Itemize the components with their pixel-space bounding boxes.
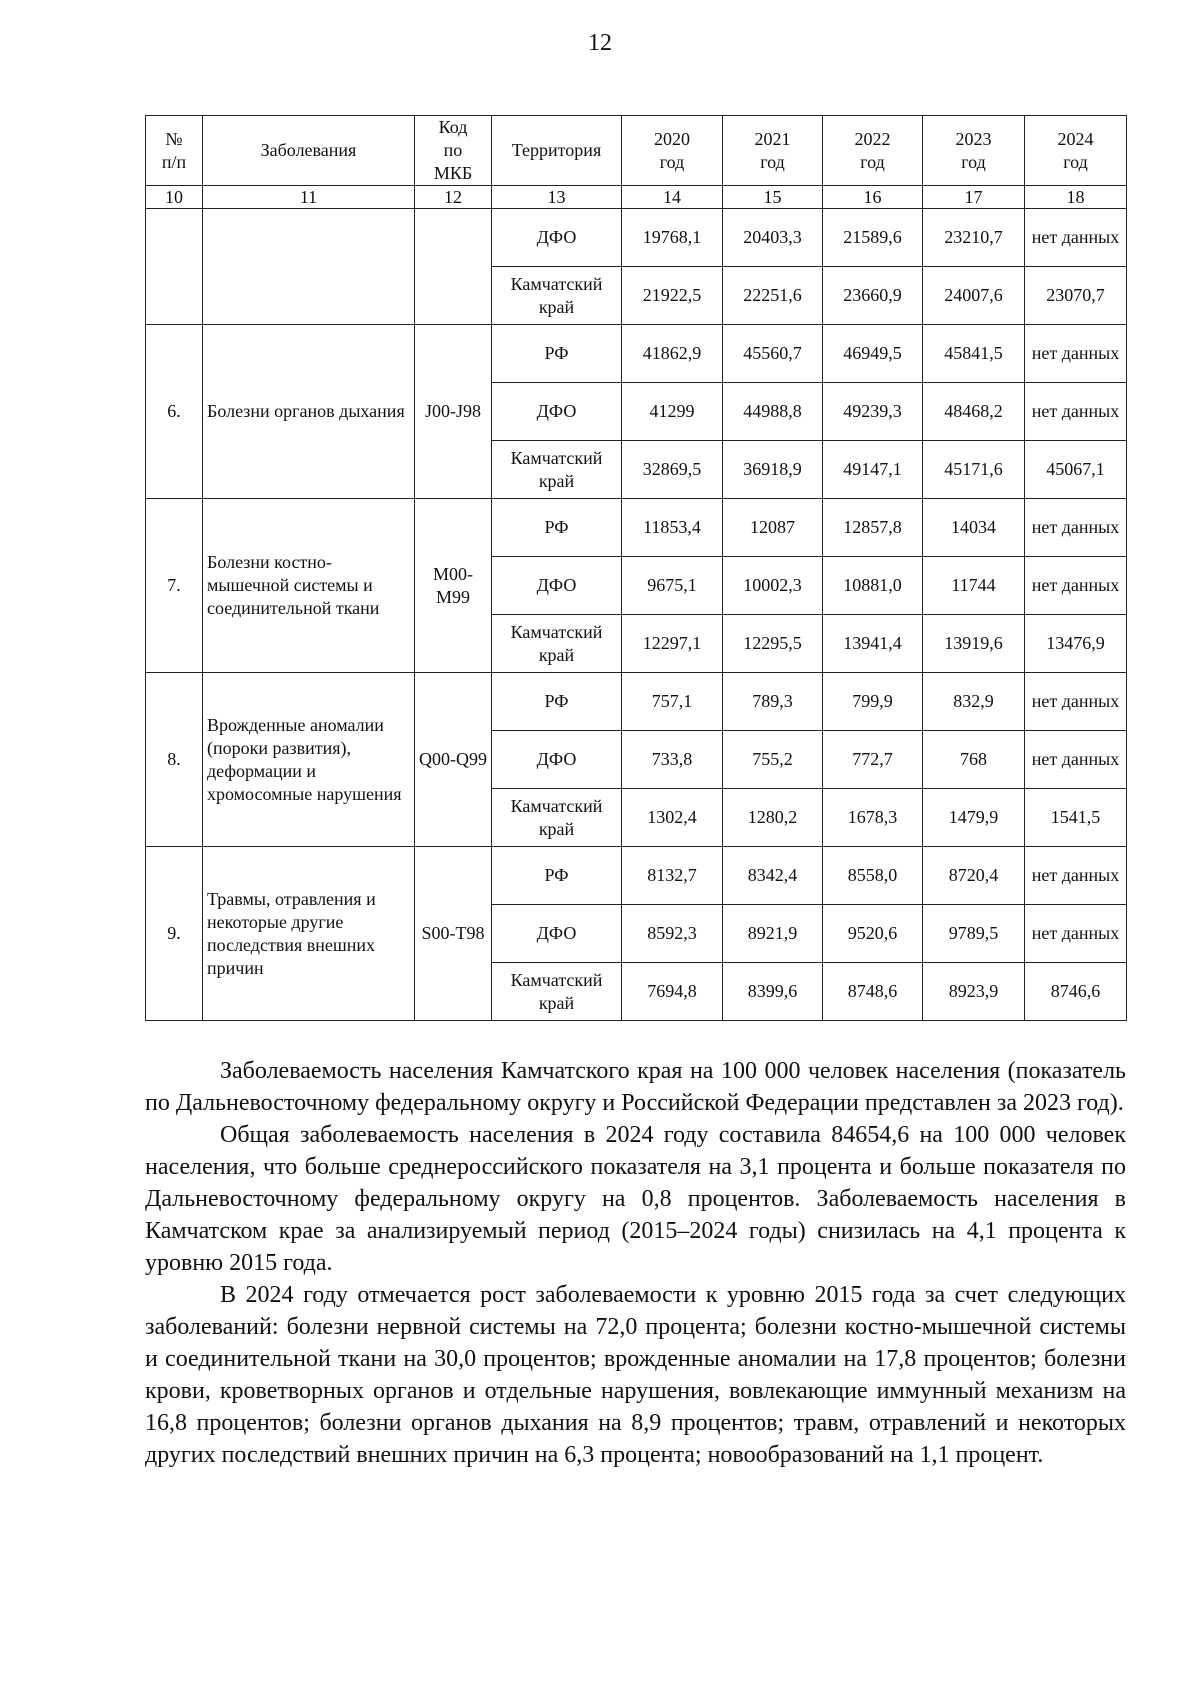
territory: РФ [492,325,622,383]
year-value: 10002,3 [723,557,823,615]
table-row [146,209,1127,267]
icd-code: J00-J98 [415,325,492,499]
year-value: 45841,5 [923,325,1025,383]
territory: ДФО [492,383,622,441]
header-year-2021 [723,116,823,186]
year-value: 789,3 [723,673,823,731]
year-value: 10881,0 [823,557,923,615]
year-value: 1541,5 [1025,789,1127,847]
year-value: 46949,5 [823,325,923,383]
disease-name: Травмы, отравления и некоторые другие последствия внешних причин [203,847,415,1021]
year-value: 23660,9 [823,267,923,325]
header-year-value: 2023 [955,128,992,149]
header-territory: Территория [492,116,622,186]
year-value: 8592,3 [622,905,723,963]
header-year-value: 2024 [1057,128,1094,149]
year-value: 23210,7 [923,209,1025,267]
year-value: 24007,6 [923,267,1025,325]
icd-code [415,209,492,325]
year-value: нет данных [1025,557,1127,615]
year-value: 1280,2 [723,789,823,847]
year-value: 12297,1 [622,615,723,673]
column-number: 12 [415,186,492,209]
year-value: нет данных [1025,731,1127,789]
table-row [146,673,1127,731]
header-year-unit: год [1063,151,1088,172]
year-value: 8720,4 [923,847,1025,905]
year-value: 12857,8 [823,499,923,557]
year-value: 19768,1 [622,209,723,267]
year-value: 733,8 [622,731,723,789]
year-value: нет данных [1025,905,1127,963]
column-number: 13 [492,186,622,209]
territory: ДФО [492,731,622,789]
header-year-unit: год [760,151,785,172]
year-value: 48468,2 [923,383,1025,441]
territory: ДФО [492,209,622,267]
header-row [146,116,1127,186]
year-value: 9520,6 [823,905,923,963]
row-number: 7. [146,499,203,673]
disease-name: Врожденные аномалии (пороки развития), деформации и хромосомные нарушения [203,673,415,847]
year-value: 11853,4 [622,499,723,557]
table-row [146,847,1127,905]
column-number: 18 [1025,186,1127,209]
header-num-line1: № [165,128,183,149]
year-value: 8399,6 [723,963,823,1021]
year-value: 12295,5 [723,615,823,673]
year-value: 9675,1 [622,557,723,615]
territory: Камчатский край [492,267,622,325]
column-number: 10 [146,186,203,209]
year-value: 41299 [622,383,723,441]
year-value: 41862,9 [622,325,723,383]
territory: Камчатский край [492,789,622,847]
territory: РФ [492,499,622,557]
year-value: 11744 [923,557,1025,615]
territory: Камчатский край [492,615,622,673]
year-value: 13941,4 [823,615,923,673]
header-year-unit: год [961,151,986,172]
header-year-value: 2022 [854,128,891,149]
body-text [145,1055,1126,1471]
disease-name: Болезни костно-мышечной системы и соединительной ткани [203,499,415,673]
year-value: нет данных [1025,209,1127,267]
year-value: 32869,5 [622,441,723,499]
year-value: 8342,4 [723,847,823,905]
year-value: 799,9 [823,673,923,731]
icd-code: S00-T98 [415,847,492,1021]
year-value: 755,2 [723,731,823,789]
year-value: 21922,5 [622,267,723,325]
year-value: 7694,8 [622,963,723,1021]
year-value: 768 [923,731,1025,789]
year-value: 8558,0 [823,847,923,905]
column-number: 17 [923,186,1025,209]
table-body [146,209,1127,1021]
territory: Камчатский край [492,441,622,499]
year-value: 49239,3 [823,383,923,441]
year-value: 8132,7 [622,847,723,905]
year-value: 8746,6 [1025,963,1127,1021]
year-value: 14034 [923,499,1025,557]
table-row [146,325,1127,383]
year-value: 12087 [723,499,823,557]
row-number: 8. [146,673,203,847]
year-value: 1678,3 [823,789,923,847]
year-value: 21589,6 [823,209,923,267]
icd-code: Q00-Q99 [415,673,492,847]
paragraph: Общая заболеваемость населения в 2024 году составила 84654,6 на 100 000 человек населения, что больше среднероссийского показателя на 3,1 процента и больше показателя по Дальневосточному федеральному округу на 0,8 процентов. Заболеваемость населения в Камчатском крае за анализируемый период (2015–2024 годы) снизилась на 4,1 процента к уровню 2015 года. [145,1122,1126,1276]
row-number: 9. [146,847,203,1021]
icd-code: M00-M99 [415,499,492,673]
column-number: 14 [622,186,723,209]
header-year-value: 2020 [654,128,690,149]
year-value: 8748,6 [823,963,923,1021]
year-value: 22251,6 [723,267,823,325]
year-value: 1479,9 [923,789,1025,847]
territory: РФ [492,673,622,731]
year-value: 8923,9 [923,963,1025,1021]
year-value: нет данных [1025,673,1127,731]
year-value: 1302,4 [622,789,723,847]
header-year-2022 [823,116,923,186]
header-code [415,116,492,186]
table-row [146,499,1127,557]
year-value: 45171,6 [923,441,1025,499]
header-disease: Заболевания [203,116,415,186]
year-value: 49147,1 [823,441,923,499]
column-number: 15 [723,186,823,209]
paragraph: Заболеваемость населения Камчатского края на 100 000 человек населения (показатель по Дальневосточному федеральному округу и Российской Федерации представлен за 2023 год). [145,1058,1126,1116]
year-value: нет данных [1025,499,1127,557]
year-value: 45560,7 [723,325,823,383]
year-value: 23070,7 [1025,267,1127,325]
year-value: 8921,9 [723,905,823,963]
year-value: 36918,9 [723,441,823,499]
row-number: 6. [146,325,203,499]
year-value: 772,7 [823,731,923,789]
header-year-2024 [1025,116,1127,186]
header-year-value: 2021 [754,128,791,149]
year-value: 20403,3 [723,209,823,267]
header-year-2020 [622,116,723,186]
year-value: нет данных [1025,325,1127,383]
paragraph: В 2024 году отмечается рост заболеваемости к уровню 2015 года за счет следующих заболеваний: болезни нервной системы на 72,0 процента; болезни костно-мышечной системы и соединительной ткани на 30,0 процентов; врожденные аномалии на 17,8 процентов; болезни крови, кроветворных органов и отдельные нарушения, вовлекающие иммунный механизм на 16,8 процентов; болезни органов дыхания на 8,9 процентов; травм, отравлений и некоторых других последствий внешних причин на 6,3 процента; новообразований на 1,1 процент. [145,1282,1126,1468]
column-number-row [146,186,1127,209]
disease-name: Болезни органов дыхания [203,325,415,499]
year-value: 757,1 [622,673,723,731]
header-code-line1: Код [438,117,468,137]
year-value: 13919,6 [923,615,1025,673]
header-num [146,116,203,186]
header-code-line3: МКБ [433,163,473,183]
column-number: 16 [823,186,923,209]
year-value: 45067,1 [1025,441,1127,499]
year-value: нет данных [1025,847,1127,905]
disease-name [203,209,415,325]
header-num-line2: п/п [161,151,187,172]
year-value: нет данных [1025,383,1127,441]
year-value: 44988,8 [723,383,823,441]
row-number [146,209,203,325]
morbidity-table [145,115,1127,1021]
header-code-line2: по [443,140,463,160]
territory: РФ [492,847,622,905]
year-value: 13476,9 [1025,615,1127,673]
territory: Камчатский край [492,963,622,1021]
column-number: 11 [203,186,415,209]
year-value: 9789,5 [923,905,1025,963]
page-number: 12 [588,30,612,56]
year-value: 832,9 [923,673,1025,731]
header-year-unit: год [860,151,885,172]
territory: ДФО [492,905,622,963]
header-year-2023 [923,116,1025,186]
territory: ДФО [492,557,622,615]
header-year-unit: год [659,151,685,172]
